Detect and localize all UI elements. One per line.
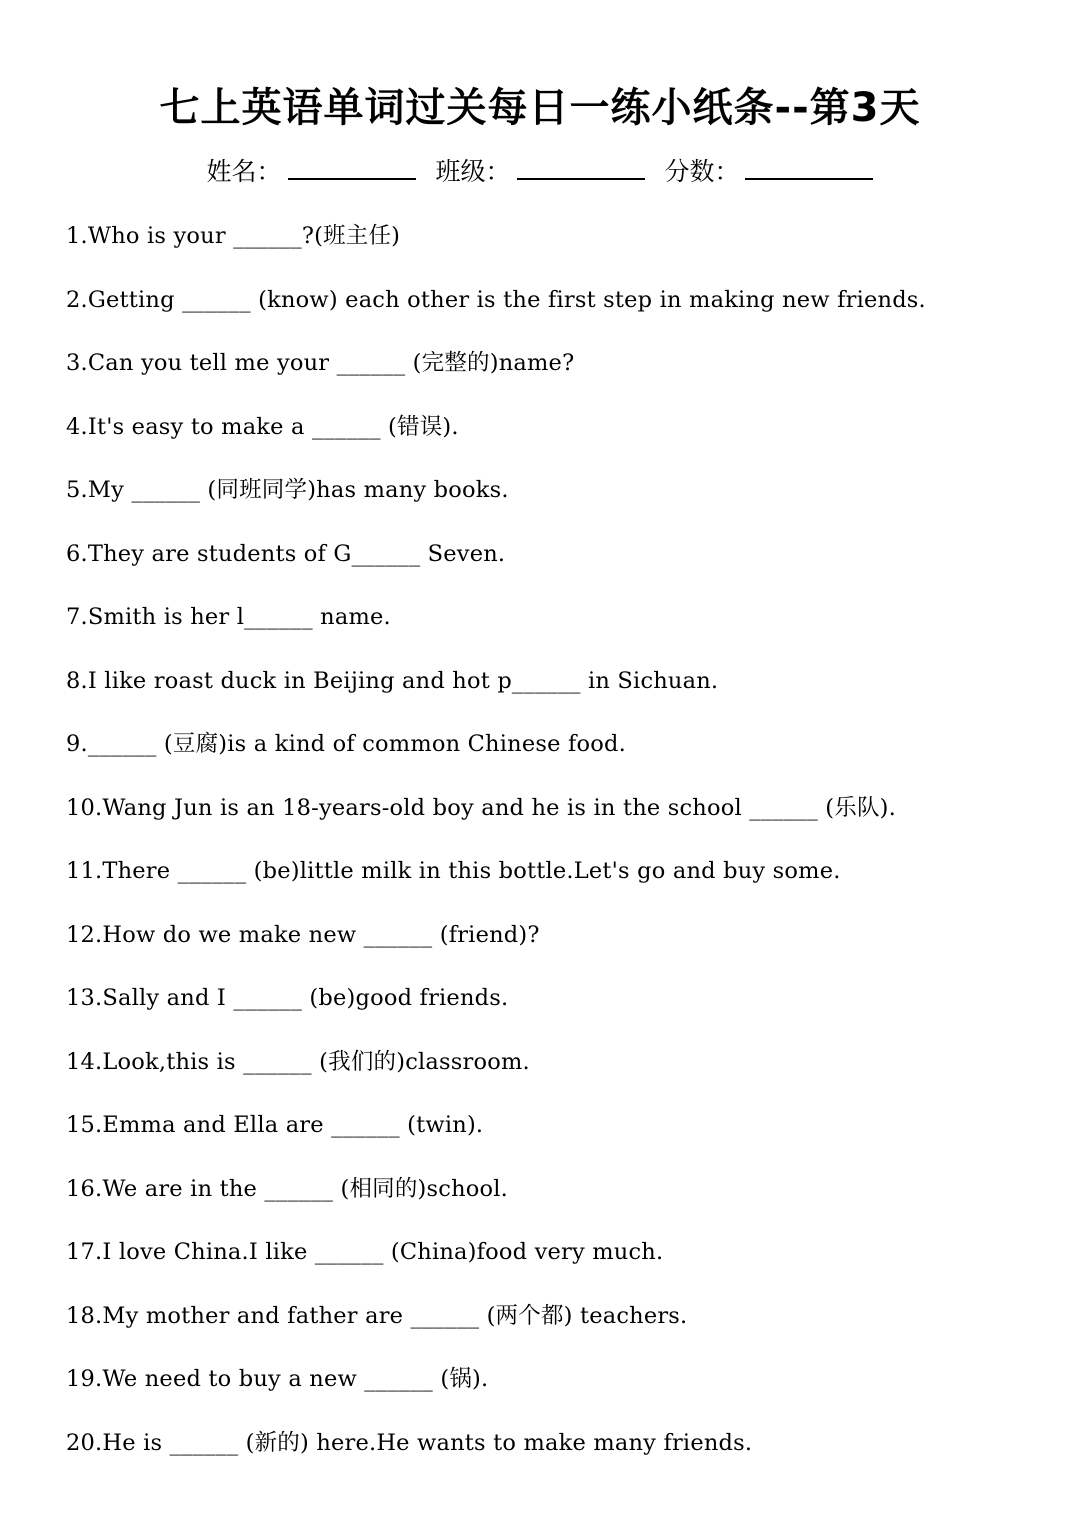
name-label: 姓名： <box>206 157 282 186</box>
question-item: 2.Getting ______ (know) each other is the first step in making new friends. <box>66 286 926 313</box>
question-item: 9.______ (豆腐)is a kind of common Chinese food. <box>66 731 626 757</box>
question-item: 8.I like roast duck in Beijing and hot p______ in Sichuan. <box>66 667 719 694</box>
question-item: 14.Look,this is ______ (我们的)classroom. <box>66 1048 530 1075</box>
question-item: 17.I love China.I like ______ (China)food very much. <box>66 1239 664 1265</box>
question-item: 10.Wang Jun is an 18-years-old boy and he is in the school ______ (乐队). <box>66 794 897 821</box>
question-item: 1.Who is your ______?(班主任) <box>66 223 401 249</box>
student-info-row <box>0 152 1080 188</box>
class-field[interactable] <box>435 152 644 188</box>
question-item: 20.He is ______ (新的) here.He wants to make many friends. <box>66 1429 753 1456</box>
name-field[interactable] <box>207 152 416 188</box>
question-list <box>66 218 1056 1488</box>
question-item: 13.Sally and I ______ (be)good friends. <box>66 985 509 1011</box>
question-item: 16.We are in the ______ (相同的)school. <box>66 1175 509 1202</box>
question-item: 6.They are students of G______ Seven. <box>66 540 506 567</box>
question-item: 4.It's easy to make a ______ (错误). <box>66 413 459 440</box>
question-item: 5.My ______ (同班同学)has many books. <box>66 477 509 503</box>
question-item: 12.How do we make new ______ (friend)? <box>66 921 540 948</box>
question-item: 11.There ______ (be)little milk in this bottle.Let's go and buy some. <box>66 858 841 884</box>
question-item: 3.Can you tell me your ______ (完整的)name? <box>66 350 575 376</box>
question-item: 19.We need to buy a new ______ (锅). <box>66 1366 489 1392</box>
question-item: 15.Emma and Ella are ______ (twin). <box>66 1112 484 1138</box>
question-item: 18.My mother and father are ______ (两个都) teachers. <box>66 1302 688 1329</box>
page-title: 七上英语单词过关每日一练小纸条--第3天 <box>159 85 921 131</box>
score-blank[interactable] <box>745 156 873 180</box>
question-item: 7.Smith is her l______ name. <box>66 604 391 630</box>
class-label: 班级： <box>435 157 511 186</box>
class-blank[interactable] <box>517 156 645 180</box>
name-blank[interactable] <box>288 156 416 180</box>
score-label: 分数： <box>664 157 740 186</box>
score-field[interactable] <box>664 152 873 188</box>
